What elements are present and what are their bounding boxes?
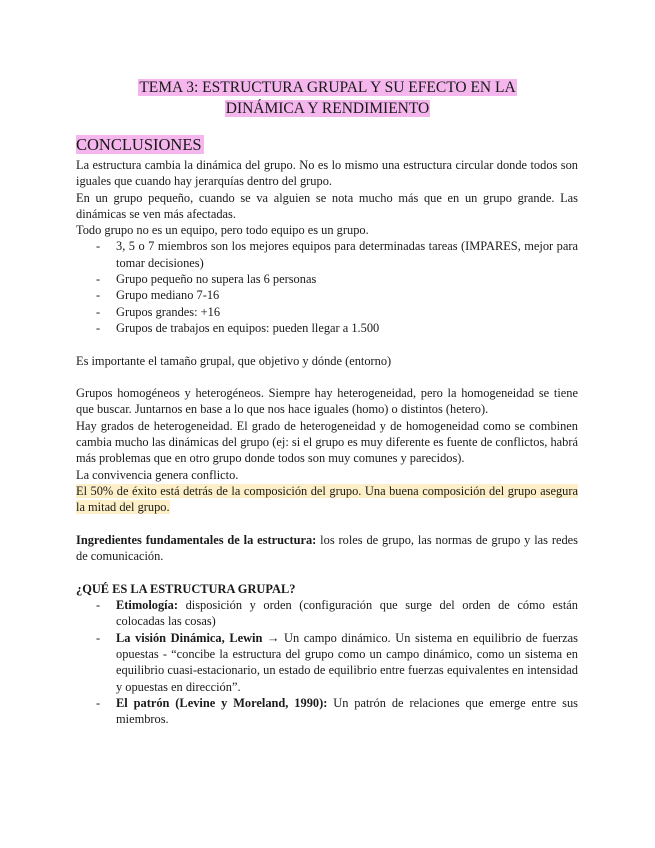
highlighted-paragraph: El 50% de éxito está detrás de la composición del grupo. Una buena composición del grupo asegura la mitad del grupo. xyxy=(76,483,578,515)
paragraph: Hay grados de heterogeneidad. El grado de heterogeneidad y de homogeneidad como se combinen cambia mucho las dinámicas del grupo (ej: si el grupo es muy diferente es fuente de conflictos, habrá más problemas que en otro grupo donde todos son muy comunes y parecidos). xyxy=(76,418,578,466)
list-item: - Grupos grandes: +16 xyxy=(116,304,578,320)
title-line-1: TEMA 3: ESTRUCTURA GRUPAL Y SU EFECTO EN LA xyxy=(139,79,516,96)
paragraph: Es importante el tamaño grupal, que objetivo y dónde (entorno) xyxy=(76,353,392,368)
definitions-list xyxy=(76,597,578,727)
list-item: - La visión Dinámica, Lewin → Un campo dinámico. Un sistema en equilibrio de fuerzas opuestas - “concibe la estructura del grupo como un campo dinámico, como un sistema en equilibrio cuasi-estacionario, un estado de equilibrio entre fuerzas equivalentes en intensidad y opuestas en dirección”. xyxy=(116,630,578,695)
group-size-list xyxy=(76,238,578,336)
document-body xyxy=(76,157,578,727)
list-item: - Grupos de trabajos en equipos: pueden llegar a 1.500 xyxy=(116,320,578,336)
title-line-2: DINÁMICA Y RENDIMIENTO xyxy=(225,100,430,117)
ingredients-paragraph: Ingredientes fundamentales de la estructura: los roles de grupo, las normas de grupo y las redes de comunicación. xyxy=(76,532,578,564)
list-item: - 3, 5 o 7 miembros son los mejores equipos para determinadas tareas (IMPARES, mejor para tomar decisiones) xyxy=(116,238,578,271)
ingredients-label: Ingredientes fundamentales de la estructura: xyxy=(76,532,317,547)
paragraph: La estructura cambia la dinámica del grupo. No es lo mismo una estructura circular donde todos son iguales que cuando hay jerarquías dentro del grupo. xyxy=(76,158,578,189)
paragraph: Grupos homogéneos y heterogéneos. Siempre hay heterogeneidad, pero la homogeneidad se tiene que buscar. Juntarnos en base a lo que nos hace iguales (homo) o distintos (hetero). xyxy=(76,386,578,417)
paragraph: Todo grupo no es un equipo, pero todo equipo es un grupo. xyxy=(76,223,369,238)
section-heading: ¿QUÉ ES LA ESTRUCTURA GRUPAL? xyxy=(76,581,296,596)
page-title xyxy=(0,77,655,119)
list-item: - Grupo mediano 7-16 xyxy=(116,287,578,303)
paragraph: En un grupo pequeño, cuando se va alguien se nota mucho más que en un grupo grande. Las dinámicas se ven más afectadas. xyxy=(76,190,578,221)
list-item: - Etimología: disposición y orden (configuración que surge del orden de cómo están colocadas las cosas) xyxy=(116,597,578,630)
conclusions-heading: CONCLUSIONES xyxy=(76,135,202,154)
list-item: - El patrón (Levine y Moreland, 1990): Un patrón de relaciones que emerge entre sus miembros. xyxy=(116,695,578,728)
list-item: - Grupo pequeño no supera las 6 personas xyxy=(116,271,578,287)
paragraph: La convivencia genera conflicto. xyxy=(76,467,239,482)
